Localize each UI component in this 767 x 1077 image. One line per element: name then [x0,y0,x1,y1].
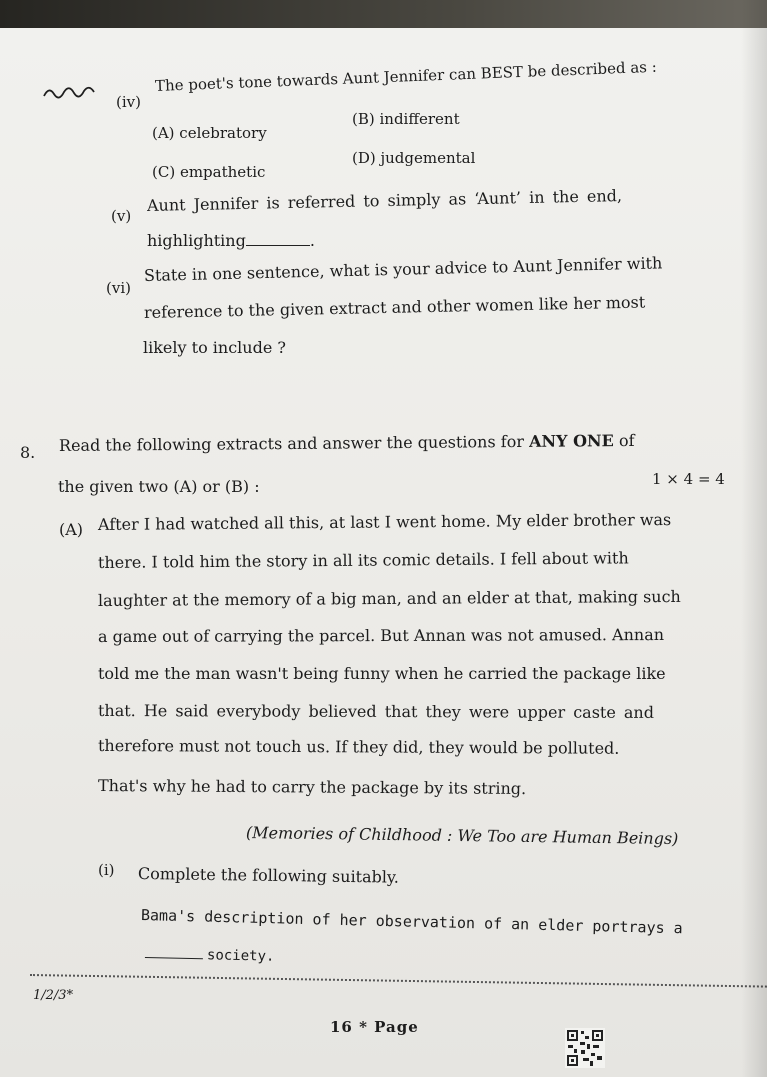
question-number: (i) [98,861,115,879]
marks-label: 1 × 4 = 4 [652,470,725,488]
question-number: (iv) [116,93,141,111]
exam-paper-page [0,28,767,1077]
answer-blank [145,945,203,959]
question-text-continued: likely to include ? [143,338,286,357]
question-text-continued: reference to the given extract and other women like her most [143,292,646,322]
option-d: (D) judgemental [352,149,476,167]
extract-line: therefore must not touch us. If they did, they would be polluted. [97,736,620,758]
question-text: Complete the following suitably. [137,864,400,887]
question-text: The poet's tone towards Aunt Jennifer can BEST be described as : [154,57,658,95]
extract-line: a game out of carrying the parcel. But Annan was not amused. Annan [97,625,665,646]
question-text-continued: society. [145,944,275,967]
paper-code: 1/2/3* [33,988,74,1003]
answer-blank [246,233,310,246]
qr-code-icon [565,1028,605,1068]
footer-divider [30,974,767,988]
question-number: (vi) [106,279,131,297]
extract-line: That's why he had to carry the package by its string. [97,776,527,798]
pen-mark-icon [42,82,102,102]
extract-source: (Memories of Childhood : We Too are Human Beings) [245,823,679,849]
extract-line: told me the man wasn't being funny when he carried the package like [98,664,666,683]
photo-background-top [0,0,767,28]
option-b: (B) indifferent [352,110,460,128]
extract-line: laughter at the memory of a big man, and an elder at that, making such [97,586,681,610]
page-edge-shadow [741,0,767,1077]
extract-label: (A) [59,520,84,539]
question-text: State in one sentence, what is your advice to Aunt Jennifer with [143,253,663,285]
extract-line: that. He said everybody believed that they were upper caste and [97,701,655,722]
question-number: 8. [20,443,36,462]
extract-line: After I had watched all this, at last I went home. My elder brother was [97,509,672,534]
page-number: 16 * Page [330,1018,419,1036]
question-text-continued: highlighting . [147,231,315,250]
question-text-continued: Bama's description of her observation of an elder portrays a [140,906,683,938]
question-instruction: Read the following extracts and answer the questions for ANY ONE of [58,430,635,455]
question-number: (v) [111,207,132,225]
option-a: (A) celebratory [152,124,267,142]
question-instruction-continued: the given two (A) or (B) : [58,477,260,496]
extract-line: there. I told him the story in all its comic details. I fell about with [97,548,629,572]
question-text: Aunt Jennifer is referred to simply as ‘Aunt’ in the end, [146,186,623,215]
option-c: (C) empathetic [152,163,266,181]
